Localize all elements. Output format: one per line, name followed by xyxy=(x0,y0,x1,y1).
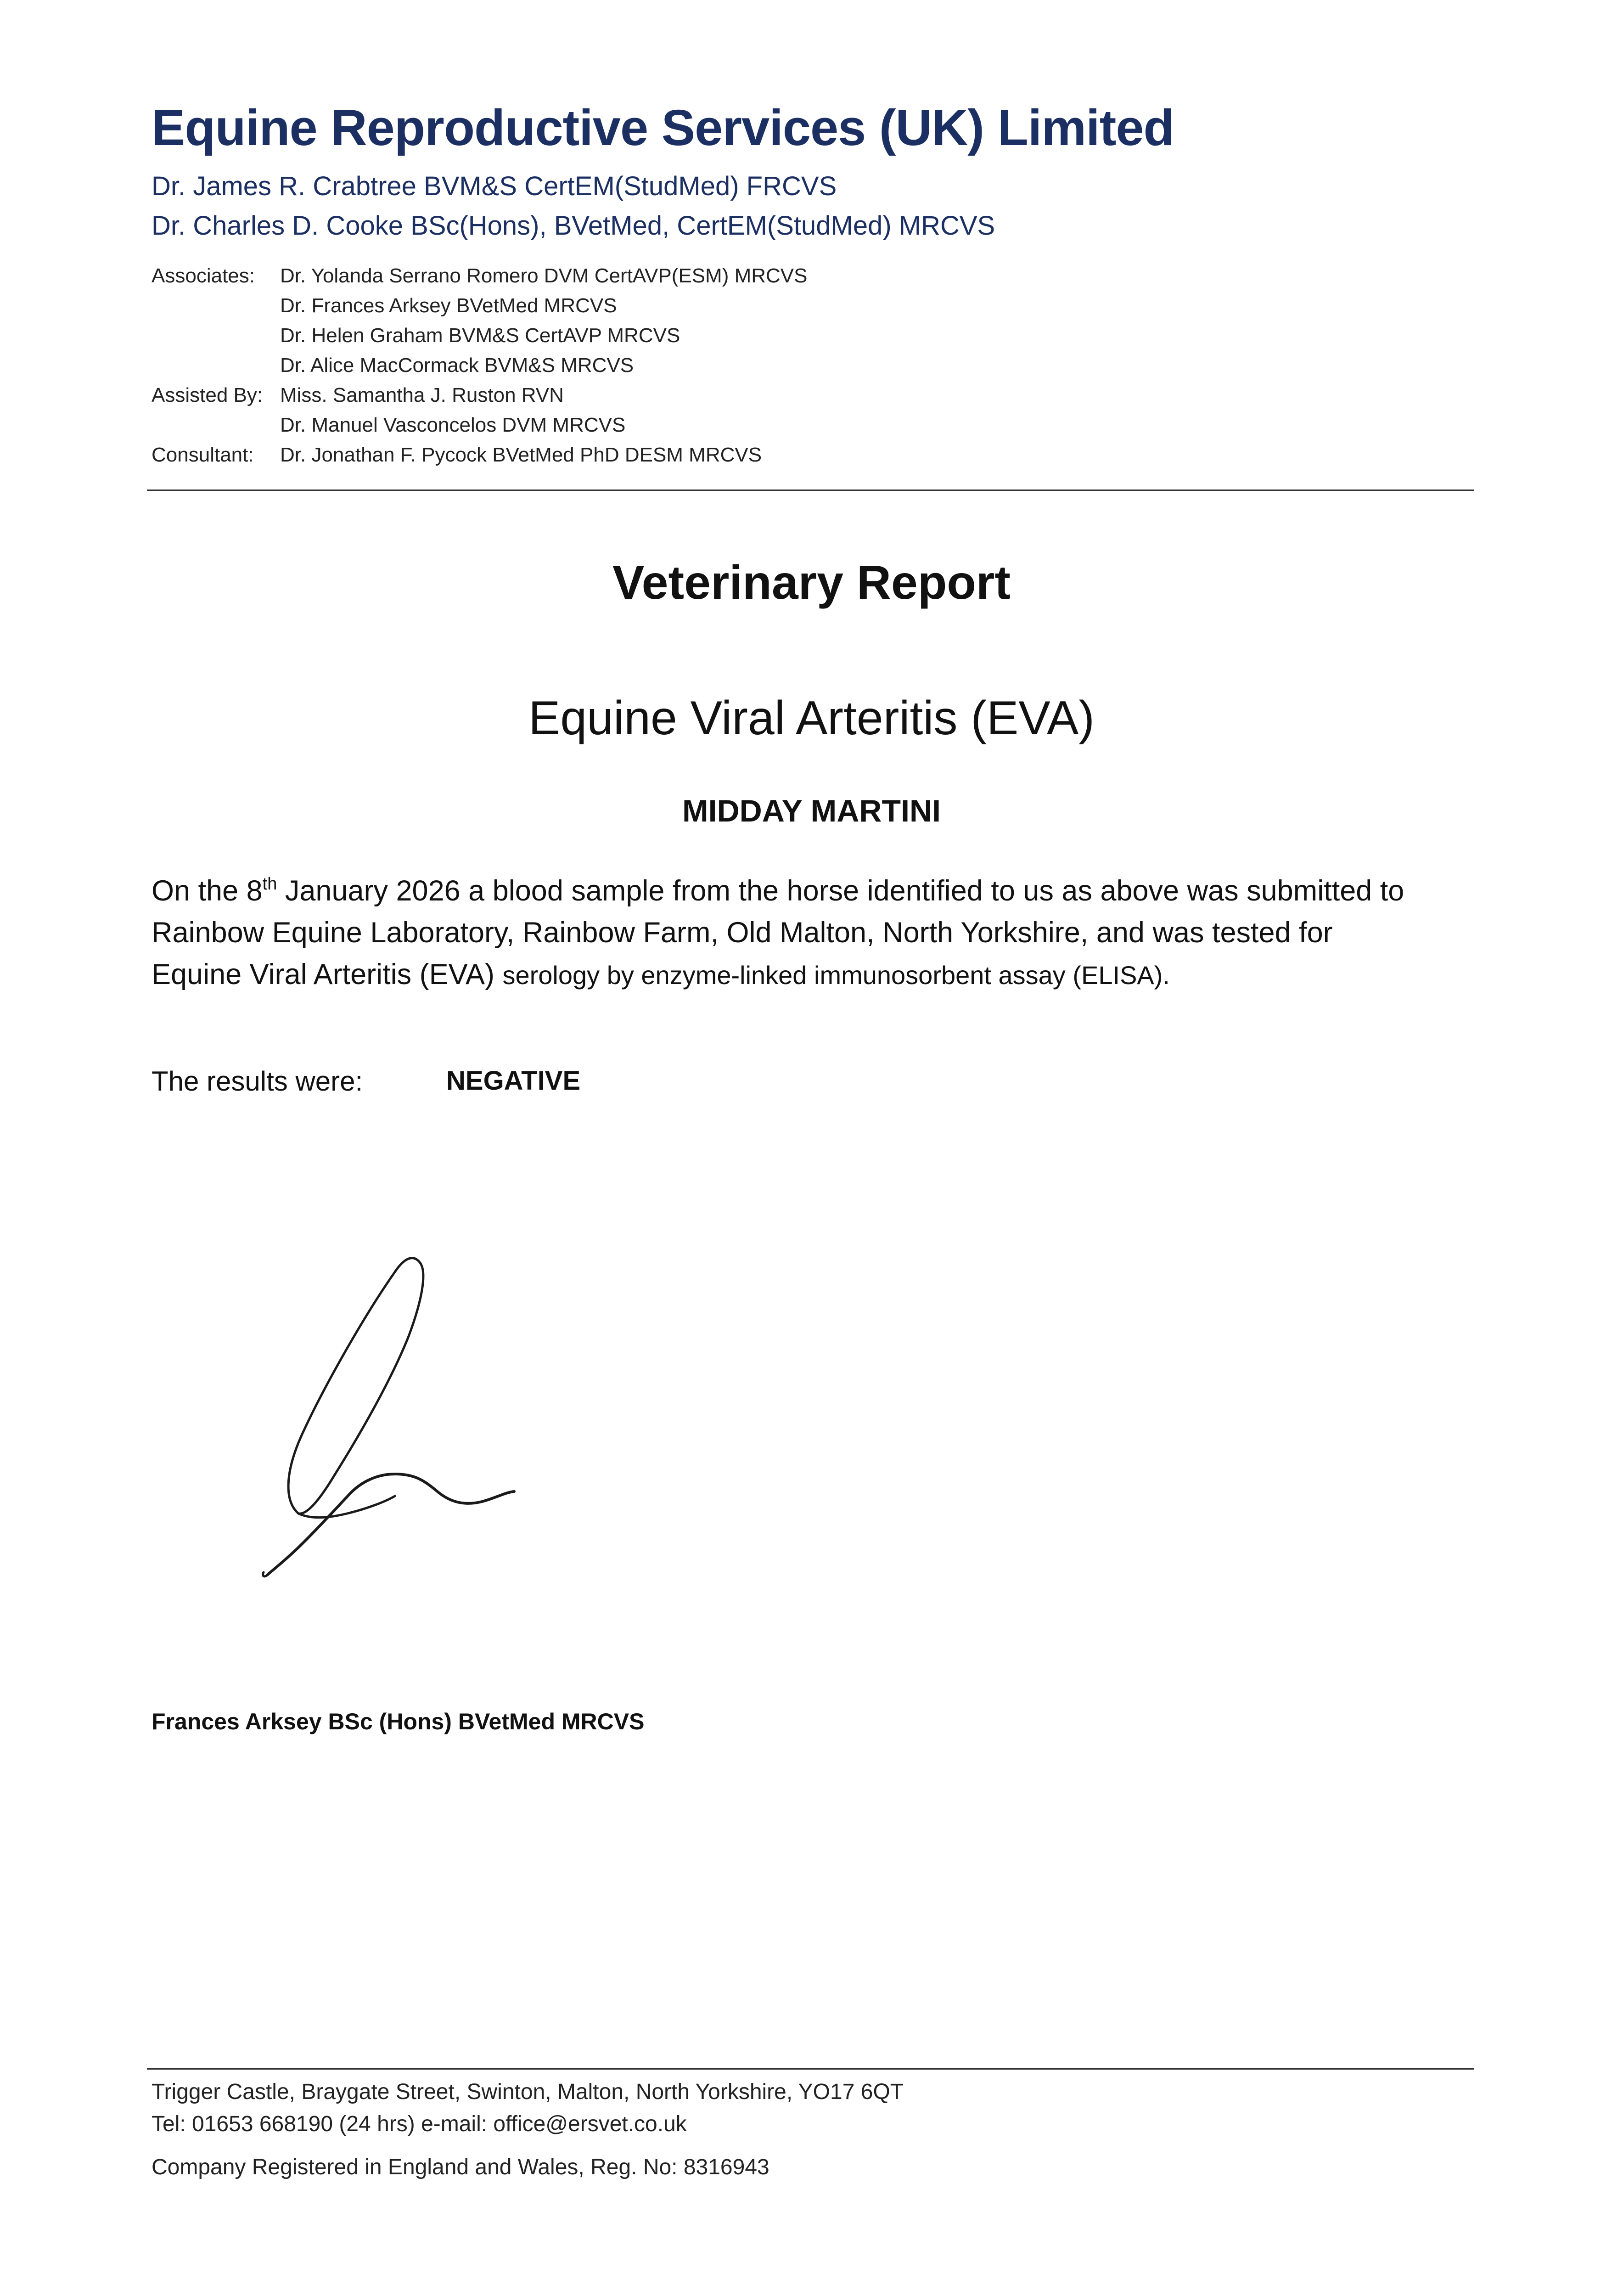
staff-row xyxy=(152,410,807,440)
staff-role: Assisted By: xyxy=(152,384,263,406)
date-ordinal: th xyxy=(262,874,277,894)
horse-name: MIDDAY MARTINI xyxy=(682,793,941,828)
staff-role xyxy=(152,291,280,321)
footer-address: Trigger Castle, Braygate Street, Swinton, Malton, North Yorkshire, YO17 6QT xyxy=(152,2080,904,2104)
staff-row xyxy=(152,380,807,410)
report-subtitle: Equine Viral Arteritis (EVA) xyxy=(528,692,1095,745)
header-divider xyxy=(147,490,1474,491)
staff-role xyxy=(152,321,280,350)
body-line-3-prefix: Equine Viral Arteritis (EVA) xyxy=(152,958,503,990)
results-label: The results were: xyxy=(152,1066,363,1097)
staff-role: Consultant: xyxy=(152,444,254,466)
staff-name: Dr. Yolanda Serrano Romero DVM CertAVP(ESM) MRCVS xyxy=(280,264,808,287)
staff-row xyxy=(152,291,807,321)
body-line-2: Rainbow Equine Laboratory, Rainbow Farm, Old Malton, North Yorkshire, and was tested for xyxy=(152,917,1333,949)
staff-name: Dr. Manuel Vasconcelos DVM MRCVS xyxy=(280,414,626,436)
staff-row xyxy=(152,321,807,350)
footer-registration: Company Registered in England and Wales, Reg. No: 8316943 xyxy=(152,2155,769,2179)
staff-row xyxy=(152,440,807,470)
staff-role xyxy=(152,350,280,380)
partner-2: Dr. Charles D. Cooke BSc(Hons), BVetMed, CertEM(StudMed) MRCVS xyxy=(152,211,995,241)
staff-name: Dr. Frances Arksey BVetMed MRCVS xyxy=(280,294,617,317)
staff-name: Dr. Jonathan F. Pycock BVetMed PhD DESM MRCVS xyxy=(280,444,762,466)
company-name: Equine Reproductive Services (UK) Limited xyxy=(152,100,1174,156)
staff-list xyxy=(152,261,807,470)
signer-name: Frances Arksey BSc (Hons) BVetMed MRCVS xyxy=(152,1709,645,1734)
body-line-1 xyxy=(152,870,1483,912)
staff-name: Dr. Helen Graham BVM&S CertAVP MRCVS xyxy=(280,324,680,347)
staff-row xyxy=(152,261,807,291)
footer-contact: Tel: 01653 668190 (24 hrs) e-mail: office@ersvet.co.uk xyxy=(152,2112,687,2136)
report-body xyxy=(152,870,1483,996)
signature-image xyxy=(257,1244,606,1593)
staff-name: Miss. Samantha J. Ruston RVN xyxy=(280,384,564,406)
body-line-1-suffix: January 2026 a blood sample from the horse identified to us as above was submitted to xyxy=(277,875,1404,907)
staff-name: Dr. Alice MacCormack BVM&S MRCVS xyxy=(280,354,634,377)
results-value: NEGATIVE xyxy=(446,1066,581,1096)
body-line-3 xyxy=(152,954,1483,996)
staff-role: Associates: xyxy=(152,264,255,287)
staff-row xyxy=(152,350,807,380)
body-line-3-suffix: serology by enzyme-linked immunosorbent assay (ELISA). xyxy=(502,961,1170,990)
footer-divider xyxy=(147,2068,1474,2070)
report-title: Veterinary Report xyxy=(612,556,1011,609)
staff-role xyxy=(152,410,280,440)
body-line-1-prefix: On the 8 xyxy=(152,875,263,907)
partner-1: Dr. James R. Crabtree BVM&S CertEM(StudMed) FRCVS xyxy=(152,171,837,201)
